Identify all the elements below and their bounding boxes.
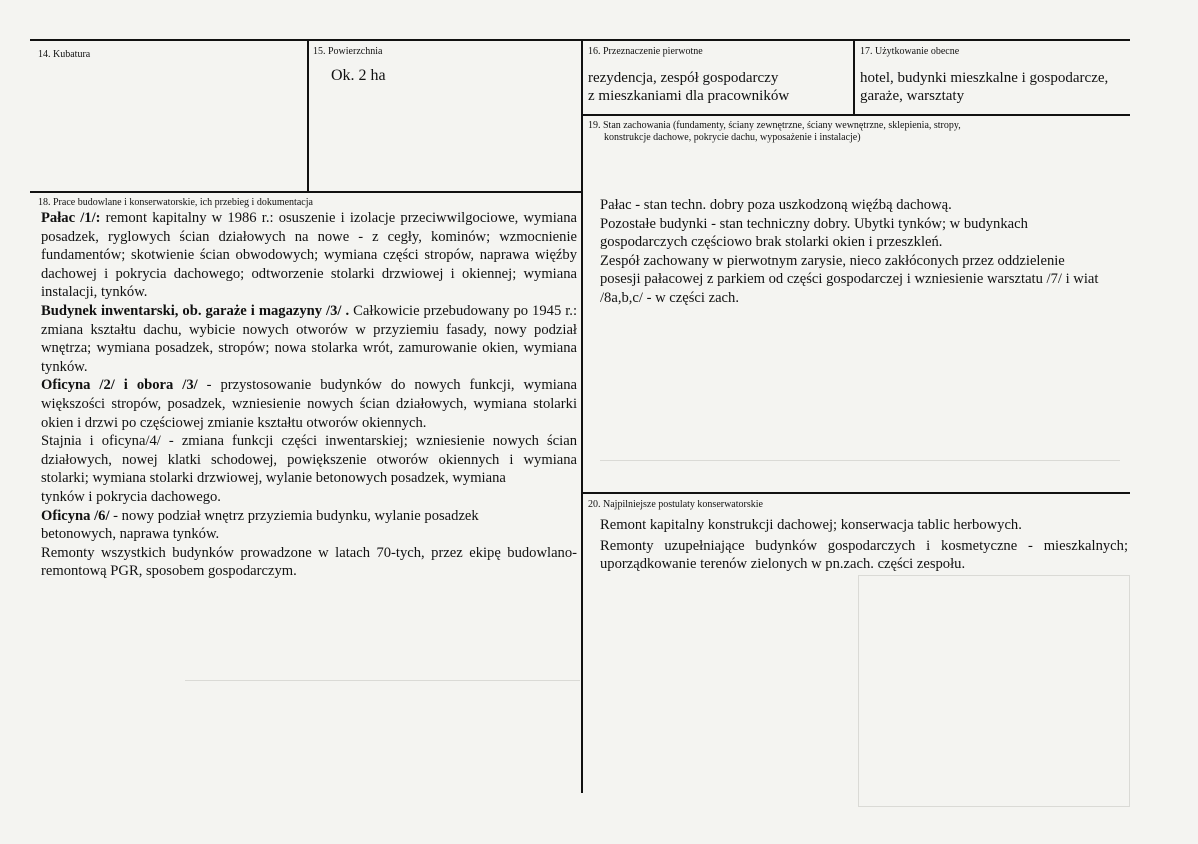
field-19-text (600, 196, 1100, 308)
field-18-block-palace (41, 209, 577, 302)
field-18-block-livestock (41, 302, 577, 376)
bleed-through-box (185, 680, 580, 682)
field-16-value-line2: z mieszkaniami dla pracowników (588, 88, 790, 104)
field-19-paragraph-3: Zespół zachowany w pierwotnym zarysie, nieco zakłóconych przez oddzielenie posesji pałacowej z parkiem od części gospodarczej i wzniesienie warsztatu /7/ i wiat /8a,b,c/ - w części zach. (600, 252, 1099, 306)
oficyna-6-text: - nowy podział wnętrz przyziemia budynku, wylanie posadzek (109, 507, 479, 524)
field-20-paragraph-2: Remonty uzupełniające budynków gospodarczych i kosmetyczne - mieszkalnych; uporządkowanie terenów zielonych w pn.zach. części zespołu. (600, 537, 1128, 573)
field-16-value-line1: rezydencja, zespół gospodarczy (588, 70, 779, 86)
field-18-block-stable-tail: tynków i pokrycia dachowego. (41, 488, 221, 505)
field-18-label: 18. Prace budowlane i konserwatorskie, ich przebieg i dokumentacja (38, 197, 313, 208)
field-16-label: 16. Przeznaczenie pierwotne (588, 46, 703, 57)
palace-heading: Pałac /1/: (41, 210, 101, 226)
field-18-block-oficyna-6 (41, 507, 577, 526)
livestock-building-text: Całkowicie przebudowany po 1945 r.: zmiana kształtu dachu, wybicie nowych otworów w przyziemiu fasady, nowy podział wnętrza; wymiana posadzek, stropów; nowa stolarka wrót, zamurowanie okien, wymiana tynków. (41, 302, 577, 375)
field-15-value: Ok. 2 ha (331, 67, 386, 84)
field-19-paragraph-1: Pałac - stan techn. dobry poza uszkodzoną więźbą dachową. (600, 197, 952, 213)
center-divider (581, 39, 583, 793)
field-18-block-renovations: Remonty wszystkich budynków prowadzone w latach 70-tych, przez ekipę budowlano-remontową PGR, sposobem gospodarczym. (41, 544, 577, 580)
divider-15-18 (30, 191, 583, 193)
oficyna-6-heading: Oficyna /6/ (41, 507, 110, 524)
field-15-label: 15. Powierzchnia (313, 46, 383, 57)
field-18-block-stable: Stajnia i oficyna/4/ - zmiana funkcji części inwentarskiej; wzniesienie nowych ścian działowych, nowej klatki schodowej, powiększenie otworów okiennych i wymiana stolarki; wymiana stolarki drzwiowej, wylanie betonowych posadzek, wymiana (41, 433, 577, 487)
top-border-line (30, 39, 1130, 41)
field-17-value-line2: garaże, warsztaty (860, 88, 965, 104)
field-20-text (600, 516, 1128, 574)
field-17-value-line1: hotel, budynki mieszkalne i gospodarcze, (860, 70, 1109, 86)
bleed-through-box (858, 575, 1130, 807)
livestock-building-heading: Budynek inwentarski, ob. garaże i magazyny /3/ . (41, 302, 350, 319)
field-19-label-line2: konstrukcje dachowe, pokrycie dachu, wyposażenie i instalacje) (604, 132, 861, 143)
field-17-label: 17. Użytkowanie obecne (860, 46, 960, 57)
field-14-label: 14. Kubatura (38, 49, 91, 60)
field-18-block-oficyna-6-line2: betonowych, naprawa tynków. (41, 526, 220, 543)
field-19-paragraph-2: Pozostałe budynki - stan techniczny dobry. Ubytki tynków; w budynkach gospodarczych częściowo brak stolarki okien i przeszkleń. (600, 215, 1028, 251)
divider-14-15 (307, 39, 309, 193)
palace-works-text: remont kapitalny w 1986 r.: osuszenie i izolacje przeciwwilgociowe, wymiana posadzek, ryglowych ścian działowych na nowe - z cegły, kominów; wzmocnienie fundamentów; skotwienie ścian obwodowych; wymiana części stropów, naprawa więźby dachowej i pokrycia dachowego; odtworzenie stolarki drzwiowej i okiennej; wymiana instalacji, tynków. (41, 210, 577, 301)
outbuilding-text: - przystosowanie budynków do nowych funkcji, wymiana większości stropów, posadzek, wzniesienie nowych ścian działowych, wymiana stolarki okien i drzwi po częściowej zmianie kształtu otworów okiennych. (41, 377, 578, 431)
bleed-through-box (600, 460, 1120, 462)
outbuilding-heading: Oficyna /2/ i obora /3/ (41, 377, 198, 394)
divider-16-17 (853, 39, 855, 116)
divider-17-19 (583, 114, 1130, 116)
field-19-label-line1: 19. Stan zachowania (fundamenty, ściany zewnętrzne, ściany wewnętrzne, sklepienia, stropy, (588, 120, 961, 131)
field-20-paragraph-1: Remont kapitalny konstrukcji dachowej; konserwacja tablic herbowych. (600, 517, 1022, 533)
field-20-label: 20. Najpilniejsze postulaty konserwatorskie (588, 499, 763, 510)
field-18-block-outbuilding (41, 376, 577, 432)
field-18-text (41, 209, 577, 581)
divider-19-20 (583, 492, 1130, 494)
